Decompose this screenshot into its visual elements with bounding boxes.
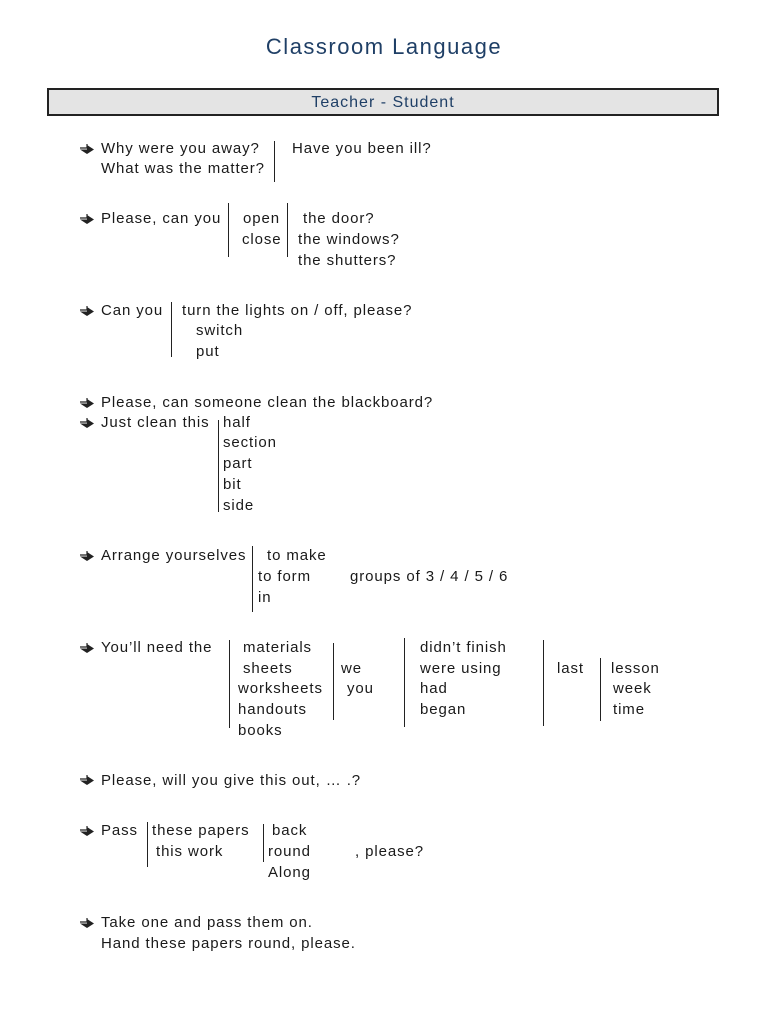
divider-bar [147, 822, 148, 867]
divider-bar [263, 824, 264, 862]
text-line: section [223, 434, 277, 451]
arrow-bullet-icon [79, 774, 95, 786]
text-line: these papers [152, 822, 250, 839]
text-line: Hand these papers round, please. [101, 935, 356, 952]
divider-bar [252, 546, 253, 612]
divider-bar [228, 203, 229, 257]
text-line: handouts [238, 701, 307, 718]
arrow-bullet-icon [79, 917, 95, 929]
arrow-bullet-icon [79, 825, 95, 837]
text-line: groups of 3 / 4 / 5 / 6 [350, 568, 509, 585]
arrow-bullet-icon [79, 550, 95, 562]
arrow-bullet-icon [79, 213, 95, 225]
text-line: materials [243, 639, 312, 656]
text-line: round [268, 843, 311, 860]
text-line: Along [268, 864, 311, 881]
text-line: Please, can someone clean the blackboard? [101, 394, 434, 411]
text-line: last [557, 660, 584, 677]
divider-bar [333, 643, 334, 720]
text-line: Please, can you [101, 210, 222, 227]
section-header-text: Teacher - Student [311, 94, 455, 111]
text-line: close [242, 231, 282, 248]
text-line: the door? [303, 210, 375, 227]
text-line: Can you [101, 302, 164, 319]
text-line: Arrange yourselves [101, 547, 247, 564]
text-line: back [272, 822, 308, 839]
text-line: were using [420, 660, 502, 677]
divider-bar [600, 658, 601, 721]
divider-bar [287, 203, 288, 257]
text-line: part [223, 455, 253, 472]
divider-bar [218, 420, 219, 512]
text-line: began [420, 701, 467, 718]
text-line: turn the lights on / off, please? [182, 302, 413, 319]
text-line: this work [156, 843, 224, 860]
text-line: What was the matter? [101, 160, 265, 177]
divider-bar [229, 640, 230, 728]
text-line: , please? [355, 843, 424, 860]
text-line: had [420, 680, 448, 697]
divider-bar [404, 638, 405, 727]
text-line: switch [196, 322, 244, 339]
page-title: Classroom Language [265, 34, 503, 59]
text-line: Take one and pass them on. [101, 914, 313, 931]
arrow-bullet-icon [79, 642, 95, 654]
text-line: time [613, 701, 645, 718]
arrow-bullet-icon [79, 143, 95, 155]
text-line: sheets [243, 660, 293, 677]
text-line: bit [223, 476, 242, 493]
arrow-bullet-icon [79, 305, 95, 317]
text-line: the windows? [298, 231, 400, 248]
text-line: the shutters? [298, 252, 397, 269]
divider-bar [171, 302, 172, 357]
text-line: Just clean this [101, 414, 210, 431]
text-line: Have you been ill? [292, 140, 432, 157]
text-line: lesson [611, 660, 660, 677]
text-line: to form [258, 568, 311, 585]
text-line: Pass [101, 822, 138, 839]
text-line: we [341, 660, 362, 677]
divider-bar [543, 640, 544, 726]
text-line: to make [267, 547, 327, 564]
text-line: Why were you away? [101, 140, 260, 157]
text-line: half [223, 414, 251, 431]
divider-bar [274, 141, 275, 182]
section-header-box [47, 88, 719, 116]
text-line: books [238, 722, 283, 739]
arrow-bullet-icon [79, 397, 95, 409]
text-line: week [613, 680, 652, 697]
text-line: put [196, 343, 220, 360]
text-line: didn’t finish [420, 639, 507, 656]
text-line: worksheets [238, 680, 323, 697]
arrow-bullet-icon [79, 417, 95, 429]
text-line: open [243, 210, 280, 227]
text-line: side [223, 497, 255, 514]
text-line: in [258, 589, 272, 606]
text-line: Please, will you give this out, … .? [101, 772, 362, 789]
text-line: You’ll need the [101, 639, 213, 656]
text-line: you [347, 680, 374, 697]
